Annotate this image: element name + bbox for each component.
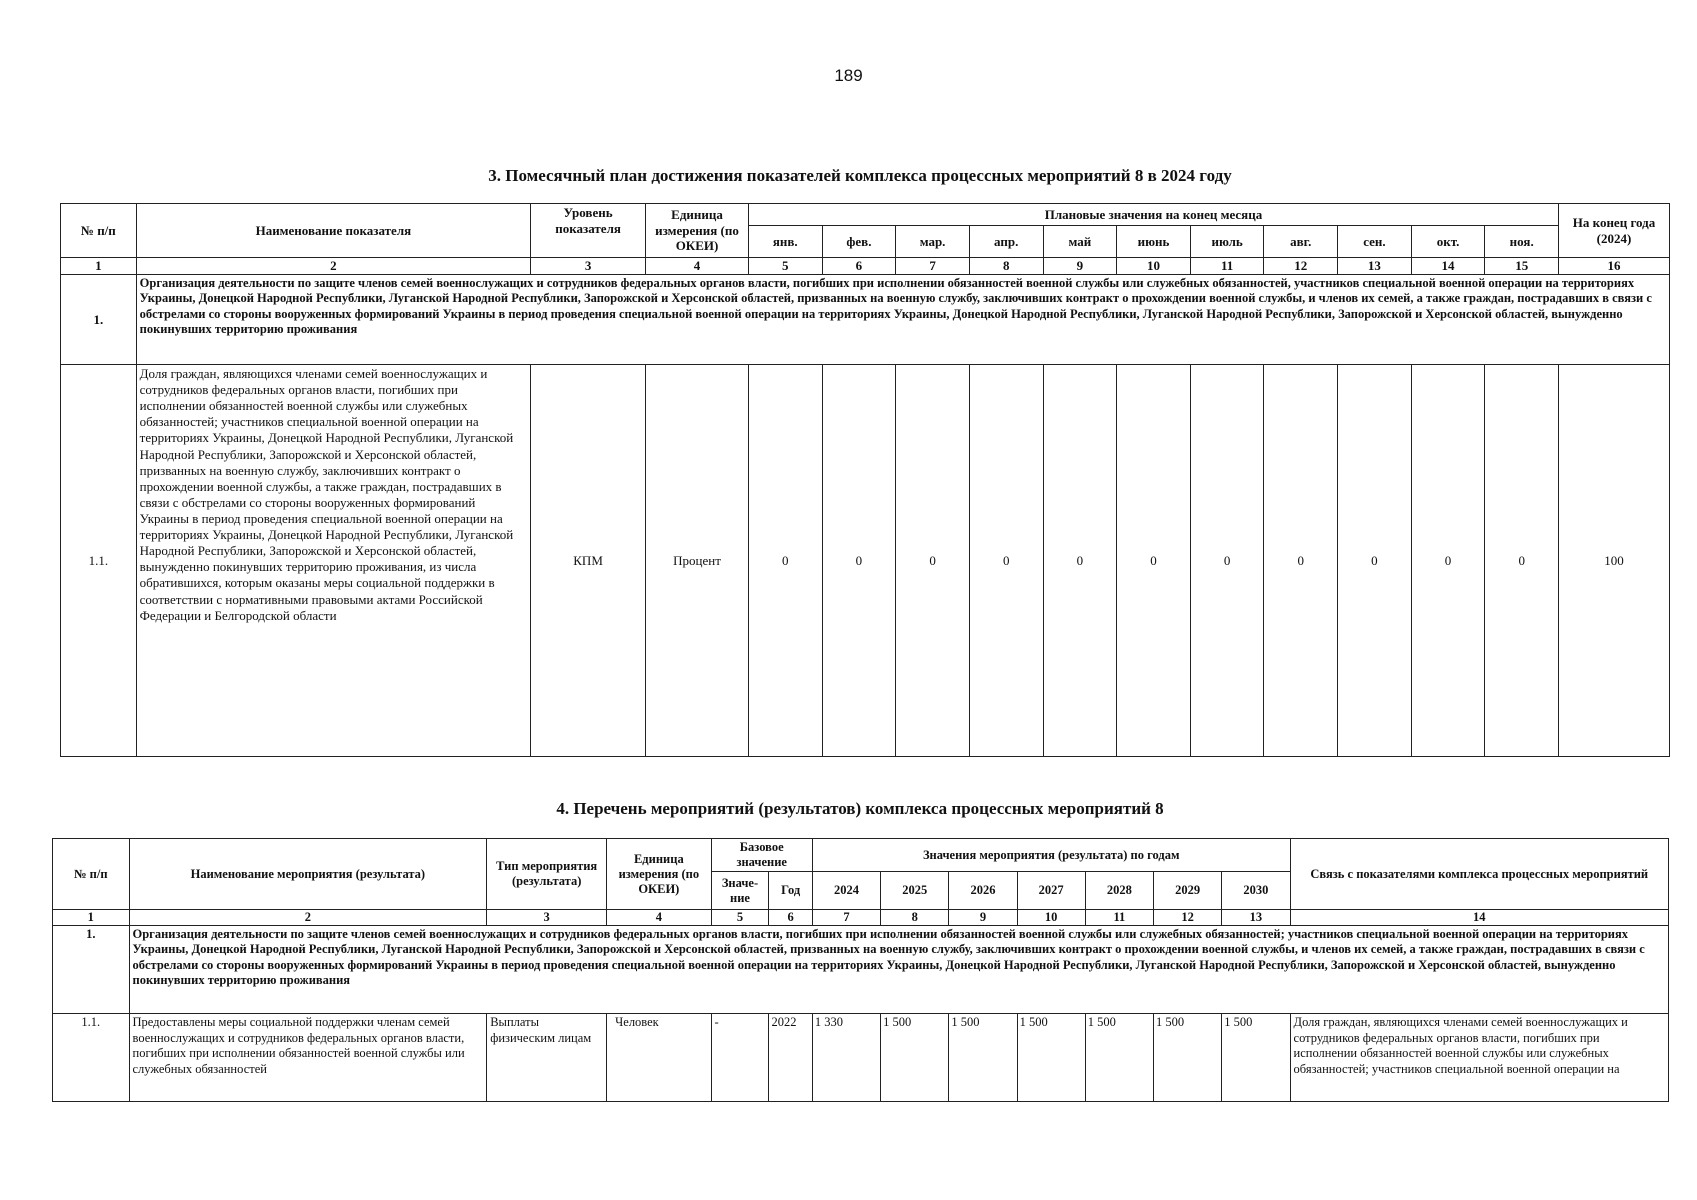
section-3-title: 3. Помесячный план достижения показателей комплекса процессных мероприятий 8 в 2024 году	[488, 166, 1232, 185]
header-month: мар.	[896, 226, 970, 258]
measure-name: Предоставлены меры социальной поддержки членам семей военнослужащих и сотрудников федеральных органов власти, погибших при исполнении обязанностей военной службы или служебных обязанностей	[129, 1014, 487, 1102]
col-number: 2	[136, 258, 530, 275]
col-number: 14	[1290, 910, 1668, 926]
header-link: Связь с показателями комплекса процессных мероприятий	[1290, 839, 1668, 910]
group-num: 1.	[61, 275, 137, 365]
header-unit: Единица измерения (по ОКЕИ)	[607, 839, 711, 910]
header-month: июнь	[1117, 226, 1191, 258]
header-base-value: Базовое значение	[711, 839, 812, 872]
header-month: май	[1043, 226, 1117, 258]
month-value: 0	[1190, 365, 1264, 757]
header-month: апр.	[969, 226, 1043, 258]
row-num: 1.1.	[53, 1014, 130, 1102]
col-number: 3	[531, 258, 646, 275]
base-value: -	[711, 1014, 769, 1102]
column-number-row	[61, 258, 1670, 275]
col-number: 10	[1117, 258, 1191, 275]
header-year-end: На конец года (2024)	[1559, 204, 1670, 258]
header-month: окт.	[1411, 226, 1485, 258]
month-value: 0	[748, 365, 822, 757]
header-month: ноя.	[1485, 226, 1559, 258]
header-year: 2028	[1085, 872, 1153, 910]
header-base-val: Значе-ние	[711, 872, 769, 910]
year-value: 1 330	[812, 1014, 880, 1102]
header-values-by-year: Значения мероприятия (результата) по годам	[812, 839, 1290, 872]
col-number: 6	[769, 910, 812, 926]
year-value: 1 500	[1222, 1014, 1290, 1102]
month-value: 0	[1117, 365, 1191, 757]
col-number: 3	[487, 910, 607, 926]
indicator-level: КПМ	[531, 365, 646, 757]
header-level: Уровень показателя	[531, 204, 646, 258]
measures-list-table	[52, 838, 1669, 1102]
page-number: 189	[834, 66, 863, 85]
month-value: 0	[1338, 365, 1412, 757]
col-number: 4	[646, 258, 749, 275]
month-value: 0	[969, 365, 1043, 757]
col-number: 10	[1017, 910, 1085, 926]
col-number: 1	[53, 910, 130, 926]
row-num: 1.1.	[61, 365, 137, 757]
measure-unit: Человек	[607, 1014, 711, 1102]
col-number: 15	[1485, 258, 1559, 275]
year-value: 1 500	[949, 1014, 1017, 1102]
col-number: 5	[711, 910, 769, 926]
group-row	[61, 275, 1670, 365]
year-value: 1 500	[1154, 1014, 1222, 1102]
col-number: 11	[1085, 910, 1153, 926]
base-year: 2022	[769, 1014, 812, 1102]
header-measure-name: Наименование мероприятия (результата)	[129, 839, 487, 910]
measure-type: Выплаты физическим лицам	[487, 1014, 607, 1102]
col-number: 16	[1559, 258, 1670, 275]
header-year: 2027	[1017, 872, 1085, 910]
col-number: 9	[1043, 258, 1117, 275]
header-measure-type: Тип мероприятия (результата)	[487, 839, 607, 910]
col-number: 8	[969, 258, 1043, 275]
col-number: 7	[896, 258, 970, 275]
group-row	[53, 926, 1669, 1014]
indicator-unit: Процент	[646, 365, 749, 757]
col-number: 11	[1190, 258, 1264, 275]
header-year: 2030	[1222, 872, 1290, 910]
month-value: 0	[896, 365, 970, 757]
month-value: 0	[1264, 365, 1338, 757]
col-number: 13	[1222, 910, 1290, 926]
col-number: 5	[748, 258, 822, 275]
col-number: 2	[129, 910, 487, 926]
header-year: 2024	[812, 872, 880, 910]
year-value: 1 500	[881, 1014, 949, 1102]
col-number: 4	[607, 910, 711, 926]
header-planned-values: Плановые значения на конец месяца	[748, 204, 1558, 226]
indicator-name: Доля граждан, являющихся членами семей военнослужащих и сотрудников федеральных органов власти, погибших при исполнении обязанностей военной службы или служебных обязанностей; участников специальной военной операции на территориях Украины, Донецкой Народной Республики, Луганской Народной Республики, Запорожской и Херсонской областей, призванных на военную службу, заключивших контракт о прохождении военной службы, а также граждан, пострадавших в связи с обстрелами со стороны вооруженных формирований Украины в период проведения специальной военной операции на территориях Украины, Донецкой Народной Республики, Луганской Народной Республики, Запорожской и Херсонской областей, вынужденно покинувших территорию проживания, из числа обратившихся, которым оказаны меры социальной поддержки в соответствии с нормативными правовыми актами Российской Федерации и Белгородской области	[136, 365, 530, 757]
header-row	[53, 839, 1669, 872]
col-number: 1	[61, 258, 137, 275]
month-value: 0	[1411, 365, 1485, 757]
header-month: сен.	[1338, 226, 1412, 258]
header-year: 2025	[881, 872, 949, 910]
header-month: янв.	[748, 226, 822, 258]
header-base-year: Год	[769, 872, 812, 910]
indicator-row	[61, 365, 1670, 757]
indicator-link: Доля граждан, являющихся членами семей военнослужащих и сотрудников федеральных органов власти, погибших при исполнении обязанностей военной службы или служебных обязанностей; участников специальной военной операции на	[1290, 1014, 1668, 1102]
header-month: авг.	[1264, 226, 1338, 258]
header-year: 2026	[949, 872, 1017, 910]
header-indicator-name: Наименование показателя	[136, 204, 530, 258]
year-value: 1 500	[1085, 1014, 1153, 1102]
header-month: фев.	[822, 226, 896, 258]
header-num: № п/п	[61, 204, 137, 258]
group-num: 1.	[53, 926, 130, 1014]
col-number: 12	[1154, 910, 1222, 926]
col-number: 6	[822, 258, 896, 275]
col-number: 8	[881, 910, 949, 926]
header-unit: Единица измерения (по ОКЕИ)	[646, 204, 749, 258]
section-4-title: 4. Перечень мероприятий (результатов) комплекса процессных мероприятий 8	[556, 799, 1164, 818]
year-end-value: 100	[1559, 365, 1670, 757]
header-month: июль	[1190, 226, 1264, 258]
col-number: 13	[1338, 258, 1412, 275]
measure-row	[53, 1014, 1669, 1102]
month-value: 0	[1043, 365, 1117, 757]
year-value: 1 500	[1017, 1014, 1085, 1102]
group-title: Организация деятельности по защите членов семей военнослужащих и сотрудников федеральных органов власти, погибших при исполнении обязанностей военной службы или служебных обязанностей; участников специальной военной операции на территориях Украины, Донецкой Народной Республики, Луганской Народной Республики, Запорожской и Херсонской областей, призванных на военную службу, заключивших контракт о прохождении военной службы, и членов их семей, а также граждан, пострадавших в связи с обстрелами со стороны вооруженных формирований Украины в период проведения специальной военной операции на территориях Украины, Донецкой Народной Республики, Луганской Народной Республики, Запорожской и Херсонской областей, вынужденно покинувших территорию проживания	[129, 926, 1669, 1014]
header-row	[61, 204, 1670, 226]
column-number-row	[53, 910, 1669, 926]
col-number: 7	[812, 910, 880, 926]
col-number: 12	[1264, 258, 1338, 275]
monthly-plan-table	[60, 203, 1670, 757]
group-title: Организация деятельности по защите членов семей военнослужащих и сотрудников федеральных органов власти, погибших при исполнении обязанностей военной службы или служебных обязанностей, участников специальной военной операции на территориях Украины, Донецкой Народной Республики, Луганской Народной Республики, Запорожской и Херсонской областей, призванных на военную службу, заключивших контракт о прохождении военной службы, и членов их семей, а также граждан, пострадавших в связи с обстрелами со стороны вооруженных формирований Украины в период проведения специальной военной операции на территориях Украины, Донецкой Народной Республики, Луганской Народной Республики, Запорожской и Херсонской областей, вынужденно покинувших территорию проживания	[136, 275, 1669, 365]
header-year: 2029	[1154, 872, 1222, 910]
col-number: 9	[949, 910, 1017, 926]
header-num: № п/п	[53, 839, 130, 910]
month-value: 0	[1485, 365, 1559, 757]
month-value: 0	[822, 365, 896, 757]
col-number: 14	[1411, 258, 1485, 275]
